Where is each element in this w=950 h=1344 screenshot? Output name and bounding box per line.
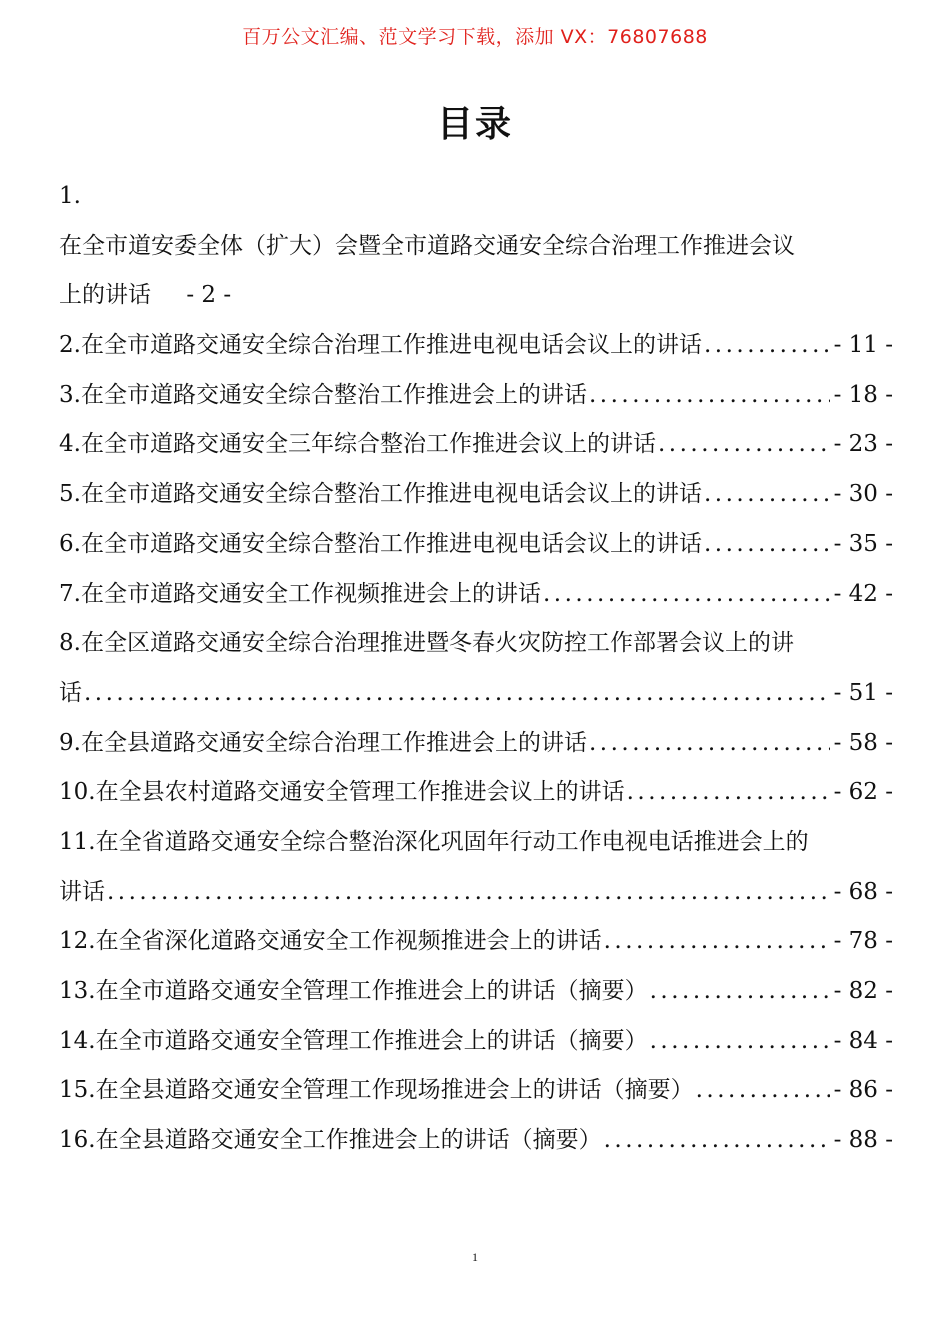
toc-entry-text: 13.在全市道路交通安全管理工作推进会上的讲话（摘要） [59, 978, 648, 1004]
toc-entry-text: 10.在全县农村道路交通安全管理工作推进会议上的讲话 [59, 779, 625, 806]
toc-entry-text: 7.在全市道路交通安全工作视频推进会上的讲话 [59, 580, 541, 607]
dot-leader [696, 1066, 830, 1116]
table-of-contents [59, 172, 893, 1166]
dot-leader [704, 520, 830, 570]
dot-leader [589, 371, 830, 421]
toc-entry-1-line2 [59, 271, 893, 321]
toc-entry[interactable] [59, 470, 893, 520]
toc-entry[interactable] [59, 967, 893, 1017]
toc-page-number: - 11 - [833, 332, 893, 359]
toc-page-number: - 88 - [833, 1127, 893, 1154]
dot-leader [650, 1017, 830, 1067]
dot-leader [627, 768, 830, 818]
dot-leader [704, 470, 830, 520]
toc-page-number: - 23 - [833, 431, 893, 458]
toc-entry-text: 话 [59, 679, 82, 706]
dot-leader [84, 669, 830, 719]
toc-entry[interactable] [59, 917, 893, 967]
page-title: 目录 [436, 104, 513, 145]
toc-entry-text: 12.在全省深化道路交通安全工作视频推进会上的讲话 [59, 928, 602, 955]
toc-entry-text: 4.在全市道路交通安全三年综合整治工作推进会议上的讲话 [59, 431, 656, 458]
toc-entry-text: 3.在全市道路交通安全综合整治工作推进会上的讲话 [59, 381, 587, 408]
dot-leader [704, 321, 830, 371]
toc-entry[interactable] [59, 371, 893, 421]
toc-entry-text: 9.在全县道路交通安全综合治理工作推进会上的讲话 [59, 729, 587, 756]
toc-entry-text: 16.在全县道路交通安全工作推进会上的讲话（摘要） [59, 1127, 602, 1154]
toc-entry[interactable] [59, 1017, 893, 1067]
toc-page-number: - 62 - [833, 779, 893, 806]
toc-entry[interactable] [59, 1066, 893, 1116]
toc-entry-1-number: 1. [59, 183, 81, 209]
toc-entry-text: 2.在全市道路交通安全综合治理工作推进电视电话会议上的讲话 [59, 332, 702, 359]
toc-page-number: - 78 - [833, 928, 893, 955]
toc-page-number: - 86 - [833, 1077, 893, 1104]
toc-entry-text: 5.在全市道路交通安全综合整治工作推进电视电话会议上的讲话 [59, 481, 702, 508]
dot-leader [543, 570, 830, 620]
dot-leader [604, 917, 830, 967]
toc-page-number: - 82 - [833, 978, 893, 1004]
toc-page-number: - 51 - [833, 679, 893, 706]
toc-entry[interactable] [59, 1116, 893, 1166]
toc-page-number: - 58 - [833, 729, 893, 756]
toc-entry[interactable] [59, 520, 893, 570]
dot-leader [604, 1116, 830, 1166]
toc-page-number: - 84 - [833, 1027, 893, 1054]
toc-entry[interactable] [59, 768, 893, 818]
toc-entry[interactable] [59, 868, 893, 918]
toc-page-number: - 30 - [833, 481, 893, 508]
toc-entry[interactable] [59, 669, 893, 719]
watermark-header: 百万公文汇编、范文学习下载，添加 VX：76807688 [242, 26, 708, 48]
toc-entry-text: 讲话 [59, 878, 105, 905]
toc-page-number: - 68 - [833, 878, 893, 905]
toc-entry-1-line1: 在全市道安委全体（扩大）会暨全市道路交通安全综合治理工作推进会议 [59, 232, 795, 259]
toc-page-number: - 18 - [833, 381, 893, 408]
toc-entry[interactable] [59, 420, 893, 470]
dot-leader [658, 420, 830, 470]
toc-entry[interactable] [59, 719, 893, 769]
toc-page-number: - 35 - [833, 530, 893, 557]
dot-leader [589, 719, 830, 769]
page-number: 1 [472, 1250, 478, 1264]
toc-entry-11-line1: 11.在全省道路交通安全综合整治深化巩固年行动工作电视电话推进会上的 [59, 828, 809, 855]
toc-entry-text: 6.在全市道路交通安全综合整治工作推进电视电话会议上的讲话 [59, 530, 702, 557]
dot-leader [107, 868, 830, 918]
toc-entry-text: 15.在全县道路交通安全管理工作现场推进会上的讲话（摘要） [59, 1077, 694, 1104]
dot-leader [650, 967, 830, 1017]
toc-entry-text: 上的讲话 [59, 282, 151, 309]
toc-entry[interactable] [59, 570, 893, 620]
toc-entry-8-line1: 8.在全区道路交通安全综合治理推进暨冬春火灾防控工作部署会议上的讲 [59, 630, 794, 657]
toc-entry[interactable] [59, 321, 893, 371]
toc-page-number: - 2 - [186, 282, 232, 309]
toc-entry-text: 14.在全市道路交通安全管理工作推进会上的讲话（摘要） [59, 1027, 648, 1054]
toc-page-number: - 42 - [833, 580, 893, 607]
